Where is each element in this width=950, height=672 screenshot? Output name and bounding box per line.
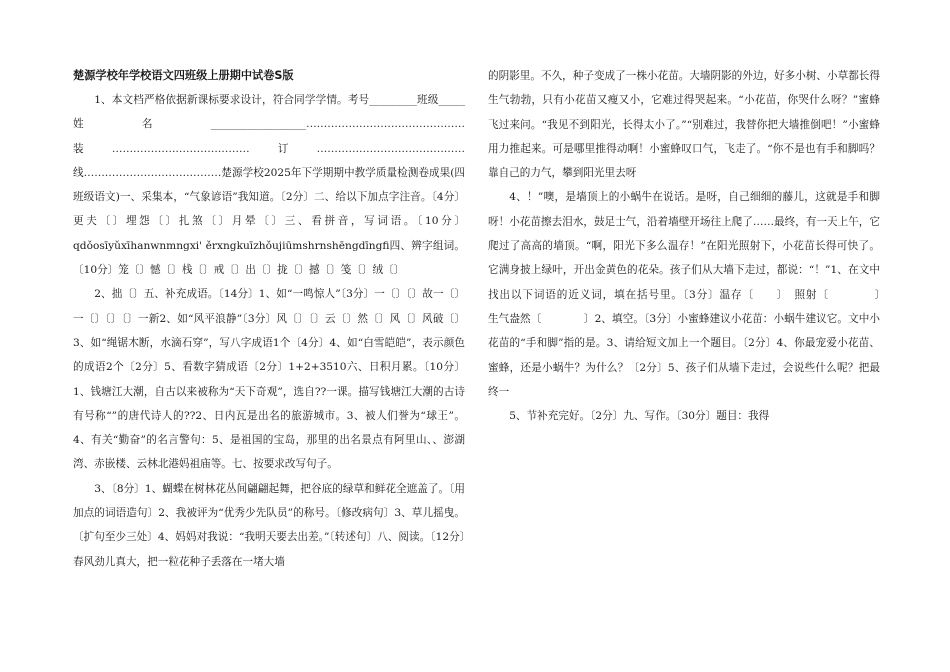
paragraph-4: 4、！”噢，是墙顶上的小蜗牛在说话。是呀，自己细细的藤儿，这就是手和脚呀！小花苗擦去泪水，鼓足士气，沿着墙壁开场往上爬了……最终，有一天上午，它爬过了高高的墙顶。“啊，阳光下多么温存！”在阳光照射下，小花苗长得可快了。它满身披上绿叶，开出金黄色的花朵。孩子们从大墙下走过，都说：“！”1、在文中找出以下词语的近义词，填在括号里。〔3分〕温存〔 〕 照射〔 〕 生气盎然〔 〕2、填空。〔3分〕小蜜蜂建议小花苗：小蜗牛建议它。文中小花苗的“手和脚”指的是。3、请给短文加上一个题目。〔2分〕4、你最宠爱小花苗、蜜蜂，还是小蜗牛？为什么？〔2分〕5、孩子们从墙下走过，会说些什么呢？把最终一 — [488, 191, 902, 398]
paragraph-2: 2、拙〔〕五、补充成语。〔14分〕1、如“一鸣惊人”〔3分〕一〔〕〔〕故一〔〕一〔〕〔〕〔〕一新2、如“风平浪静”〔3分〕风〔〕〔〕云〔〕然〔〕风〔〕风破〔〕3、如“绳锯木断，水滴石穿”，写八字成语1个〔4分〕4、如“白雪皑皑”，表示颜色的成语2个〔2分〕5、看数字猜成语〔2分〕1+2+3510六、日积月累。〔10分〕1、钱塘江大潮，自古以来被称为“天下奇观”，选自??一课。描写钱塘江大潮的古诗有号称“”的唐代诗人的??2、日内瓦是出名的旅游城市。3、被人们誉为“球王”。4、有关“勤奋”的名言警句：5、是祖国的宝岛，那里的出名景点有阿里山、、澎湖湾、赤嵌楼、云林北港妈祖庙等。七、按要求改写句子。 — [73, 288, 465, 471]
left-column — [73, 64, 465, 574]
right-column — [488, 64, 902, 428]
paragraph-3: 3、〔8分〕1、蝴蝶在树林花丛间翩翩起舞，把谷底的绿草和鲜花全遮盖了。〔用加点的词语造句〕2、我被评为“优秀少先队员”的称号。〔修改病句〕3、草儿摇曳。〔扩句至少三处〕4、妈妈对我说：“我明天要去出差。”〔转述句〕八、阅读。〔12分〕春风劲儿真大，把一粒花种子丢落在一堵大墙 — [73, 482, 465, 568]
document-title: 楚源学校年学校语文四班级上册期中试卷S版 — [73, 69, 294, 82]
paragraph-1: 1、本文档严格依据新课标要求设计，符合同学学情。考号_________班级_____姓名__________________………………………………………装…………………………………订……………………………………线…………………………………楚源学校2025年下学期期中教学质量检测卷成果(四班级语文)一、采集本，“气象谚语”我知道。〔2分〕二、给以下加点字注音。〔4分〕更夫〔〕埋怨〔〕扎煞〔〕月晕〔〕三、看拼音，写词语。〔10分〕qdǒosīyǔxīhanwnmngxi' ěrxngkuīzhǒujiūmshrnshēngdīngfi四、辨字组词。〔10分〕笼〔〕憾〔〕栈〔〕戒〔〕出〔〕拢〔〕撼〔〕笺〔〕绒〔〕 — [73, 94, 465, 277]
paragraph-5: 5、节补充完好。〔2分〕九、写作。〔30分〕题目：我得 — [509, 410, 770, 423]
paragraph-reading-continued: 的阴影里。不久，种子变成了一株小花苗。大墙阴影的外边，好多小树、小草都长得生气勃勃，只有小花苗又瘦又小，它难过得哭起来。“小花苗，你哭什么呀？”蜜蜂飞过来问。“我见不到阳光，长得太小了。”“别难过，我替你把大墙推倒吧！”小蜜蜂用力推起来。可是哪里推得动啊！小蜜蜂叹口气，飞走了。“你不是也有手和脚吗？靠自己的力气，攀到阳光里去呀 — [488, 70, 880, 180]
